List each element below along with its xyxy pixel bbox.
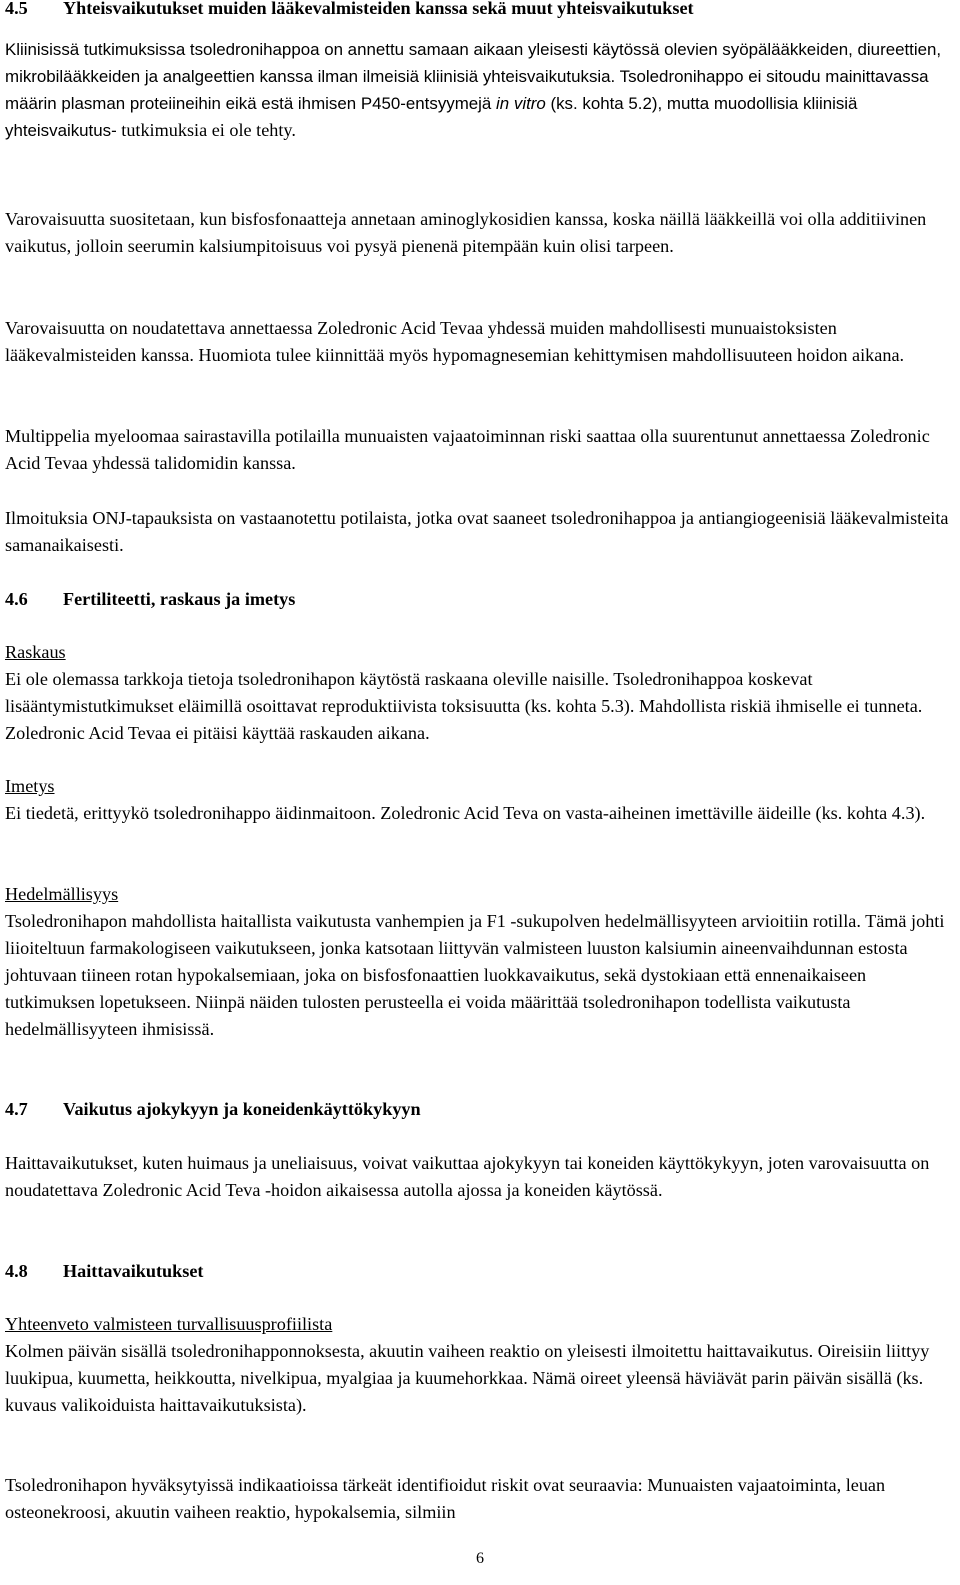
paragraph-text-tail: (ks. kohta 5.2), mutta muodollisia kliinisiä yhteisvaikutus- <box>5 94 858 140</box>
raskaus-text: Ei ole olemassa tarkkoja tietoja tsoledronihapon käytöstä raskaana oleville naisille. Tsoledronihappoa koskevat lisääntymistutkimukset eläimillä osoittavat reproduktiivista toksisuutta (ks. kohta 5.3). Mahdollista riskiä ihmiselle ei tunneta. Zoledronic Acid Tevaa ei pitäisi käyttää raskauden aikana. <box>5 669 923 743</box>
subheading-hedelmallisyys: Hedelmällisyys <box>5 884 119 904</box>
page-number: 6 <box>476 1550 484 1567</box>
section-title: Vaikutus ajokykyyn ja koneidenkäyttökykyyn <box>63 1099 421 1119</box>
paragraph-text: Kliinisissä tutkimuksissa tsoledronihappoa on annettu samaan aikaan yleisesti käytössä olevien syöpälääkkeiden, diureettien, mikrobilääkkeiden ja analgeettien kanssa ilman ilmeisiä kliinisiä yhteisvaikutuksia. Tsoledronihappo ei sitoudu mainittavassa määrin plasman proteiineihin eikä estä ihmisen P450-entsyymejä <box>5 40 942 113</box>
section-title: Fertiliteetti, raskaus ja imetys <box>63 589 296 609</box>
paragraph-aminoglycosides: Varovaisuutta suositetaan, kun bisfosfonaatteja annetaan aminoglykosidien kanssa, koska näillä lääkkeillä voi olla additiivinen vaikutus, jolloin seerumin kalsiumpitoisuus voi pysyä pienenä pitempään kuin olisi tarpeen. <box>5 209 927 256</box>
section-heading-4-6 <box>5 586 295 613</box>
yhteenveto-text: Kolmen päivän sisällä tsoledronihapponnoksesta, akuutin vaiheen reaktio on yleisesti ilmoitettu haittavaikutus. Oireisiin liittyy luukipua, kuumetta, heikkoutta, nivelkipua, myalgiaa ja kuumehorkkaa. Nämä oireet yleensä häviävät parin päivän sisällä (ks. kuvaus valikoiduista haittavaikutuksista). <box>5 1341 930 1415</box>
section-heading-4-5 <box>5 0 694 22</box>
paragraph-nephrotoxic: Varovaisuutta on noudatettava annettaessa Zoledronic Acid Tevaa yhdessä muiden mahdollisesti munuaistoksisten lääkevalmisteiden kanssa. Huomiota tulee kiinnittää myös hypomagnesemian kehittymisen mahdollisuuteen hoidon aikana. <box>5 318 905 365</box>
section-heading-4-7 <box>5 1096 421 1123</box>
section-title: Yhteisvaikutukset muiden lääkevalmisteiden kanssa sekä muut yhteisvaikutukset <box>63 0 694 18</box>
section-number: 4.7 <box>5 1099 28 1119</box>
subsection-hedelmallisyys <box>5 881 950 1043</box>
hedelmallisyys-text: Tsoledronihapon mahdollista haitallista vaikutusta vanhempien ja F1 -sukupolven hedelmällisyyteen arvioitiin rotilla. Tämä johti liioiteltuun farmakologiseen vaikutukseen, jonka katsotaan liittyvän valmisteen luuston kalsiumin aineenvaihdunnan estosta johtuvaan tiineen rotan hypokalsemiaan, joka on bisfosfonaattien luokkavaikutus, sekä dystokiaan että ennenaikaiseen tutkimuksen lopetukseen. Niinpä näiden tulosten perusteella ei voida määrittää tsoledronihapon todellista vaikutusta hedelmällisyyteen ihmisissä. <box>5 911 945 1039</box>
section-number: 4.5 <box>5 0 28 18</box>
section-number: 4.8 <box>5 1261 28 1281</box>
subheading-raskaus: Raskaus <box>5 642 66 662</box>
subsection-raskaus <box>5 639 950 747</box>
paragraph-identified-risks: Tsoledronihapon hyväksytyissä indikaatioissa tärkeät identifioidut riskit ovat seuraavia: Munuaisten vajaatoiminta, leuan osteonekroosi, akuutin vaiheen reaktio, hypokalsemia, silmiin <box>5 1475 886 1522</box>
paragraph-onj: Ilmoituksia ONJ-tapauksista on vastaanotettu potilaista, jotka ovat saaneet tsoledronihappoa ja antiangiogeenisiä lääkevalmisteita samanaikaisesti. <box>5 508 949 555</box>
paragraph-text-end: tutkimuksia ei ole tehty. <box>121 120 296 140</box>
paragraph-myeloma: Multippelia myeloomaa sairastavilla potilailla munuaisten vajaatoiminnan riski saattaa olla suurentunut annettaessa Zoledronic Acid Tevaa yhdessä talidomidin kanssa. <box>5 426 930 473</box>
paragraph-driving: Haittavaikutukset, kuten huimaus ja uneliaisuus, voivat vaikuttaa ajokykyyn tai koneiden käyttökykyyn, joten varovaisuutta on noudatettava Zoledronic Acid Teva -hoidon aikaisessa autolla ajossa ja koneiden käytössä. <box>5 1153 930 1200</box>
italic-term: in vitro <box>496 94 546 113</box>
subsection-yhteenveto <box>5 1311 950 1419</box>
section-number: 4.6 <box>5 589 28 609</box>
subheading-yhteenveto: Yhteenveto valmisteen turvallisuusprofiilista <box>5 1314 333 1334</box>
imetys-text: Ei tiedetä, erittyykö tsoledronihappo äidinmaitoon. Zoledronic Acid Teva on vasta-aiheinen imettäville äideille (ks. kohta 4.3). <box>5 803 926 823</box>
section-heading-4-8 <box>5 1258 203 1285</box>
subheading-imetys: Imetys <box>5 776 55 796</box>
subsection-imetys <box>5 773 950 827</box>
paragraph-interactions-clinical <box>5 36 950 144</box>
section-title: Haittavaikutukset <box>63 1261 204 1281</box>
